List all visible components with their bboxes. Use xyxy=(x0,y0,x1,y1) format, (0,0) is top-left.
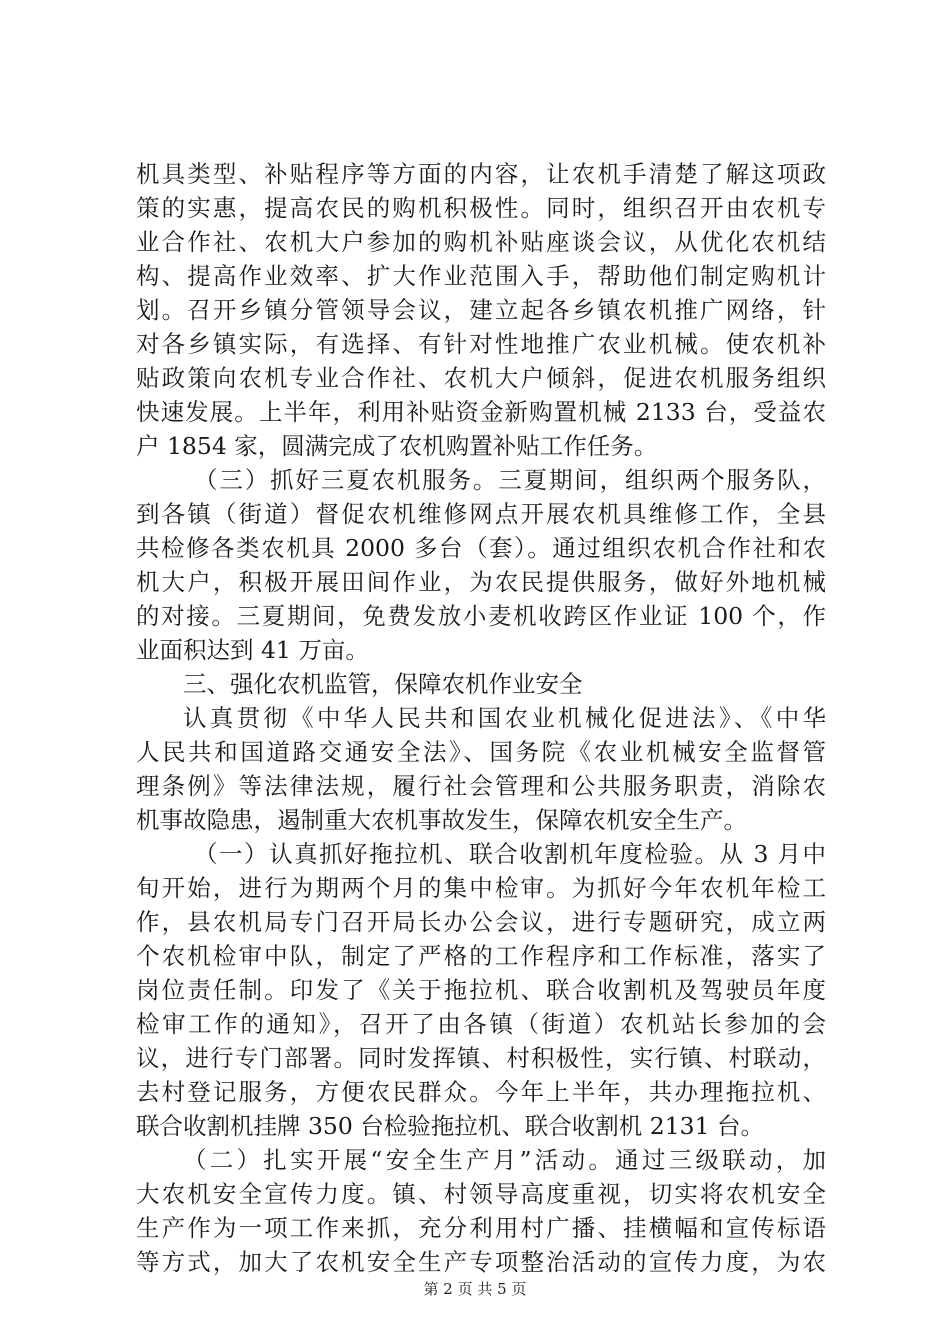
text-line: 策的实惠，提高农民的购机积极性。同时，组织召开由农机专 xyxy=(136,194,826,222)
page-number-label: 第 2 页 共 5 页 xyxy=(423,1280,527,1298)
text-line: 旬开始，进行为期两个月的集中检审。为抓好今年农机年检工 xyxy=(136,874,826,902)
text-line: 构、提高作业效率、扩大作业范围入手，帮助他们制定购机计 xyxy=(136,262,826,290)
text-line: 人民共和国道路交通安全法》、国务院《农业机械安全监督管 xyxy=(136,738,826,766)
text-line: 机事故隐患，遏制重大农机事故发生，保障农机安全生产。 xyxy=(136,806,747,834)
text-line: 生产作为一项工作来抓，充分利用村广播、挂横幅和宣传标语 xyxy=(136,1214,826,1242)
text-line: 业合作社、农机大户参加的购机补贴座谈会议，从优化农机结 xyxy=(136,228,826,256)
text-line: 议，进行专门部署。同时发挥镇、村积极性，实行镇、村联动， xyxy=(136,1044,826,1072)
text-line: 机大户，积极开展田间作业，为农民提供服务，做好外地机械 xyxy=(136,568,826,596)
text-line: 检审工作的通知》，召开了由各镇（街道）农机站长参加的会 xyxy=(136,1010,826,1038)
text-line: 岗位责任制。印发了《关于拖拉机、联合收割机及驾驶员年度 xyxy=(136,976,826,1004)
text-line: 的对接。三夏期间，免费发放小麦机收跨区作业证 100 个，作 xyxy=(136,602,826,630)
text-line: 等方式，加大了农机安全生产专项整治活动的宣传力度，为农 xyxy=(136,1248,826,1276)
text-line: 作，县农机局专门召开局长办公会议，进行专题研究，成立两 xyxy=(136,908,826,936)
text-line: 联合收割机挂牌 350 台检验拖拉机、联合收割机 2131 台。 xyxy=(136,1112,765,1140)
page-footer xyxy=(0,1278,950,1299)
text-line: 大农机安全宣传力度。镇、村领导高度重视，切实将农机安全 xyxy=(136,1180,826,1208)
text-line: 户 1854 家，圆满完成了农机购置补贴工作任务。 xyxy=(136,432,658,460)
text-line: 去村登记服务，方便农民群众。今年上半年，共办理拖拉机、 xyxy=(136,1078,826,1106)
paragraph-heading-line: （二）扎实开展“安全生产月”活动。通过三级联动，加 xyxy=(183,1146,826,1174)
text-line: 机具类型、补贴程序等方面的内容，让农机手清楚了解这项政 xyxy=(136,160,826,188)
paragraph-heading-line: （一）认真抓好拖拉机、联合收割机年度检验。从 3 月中 xyxy=(194,840,826,868)
document-body xyxy=(136,157,826,1279)
section-heading: 三、强化农机监管，保障农机作业安全 xyxy=(183,670,583,698)
text-line: 划。召开乡镇分管领导会议，建立起各乡镇农机推广网络，针 xyxy=(136,296,826,324)
text-line: 快速发展。上半年，利用补贴资金新购置机械 2133 台，受益农 xyxy=(136,398,826,426)
text-line: 贴政策向农机专业合作社、农机大户倾斜，促进农机服务组织 xyxy=(136,364,826,392)
text-line: 到各镇（街道）督促农机维修网点开展农机具维修工作，全县 xyxy=(136,500,826,528)
text-line: 理条例》等法律法规，履行社会管理和公共服务职责，消除农 xyxy=(136,772,826,800)
text-line: 业面积达到 41 万亩。 xyxy=(136,636,369,664)
text-line: 对各乡镇实际，有选择、有针对性地推广农业机械。使农机补 xyxy=(136,330,826,358)
text-line: 认真贯彻《中华人民共和国农业机械化促进法》、《中华 xyxy=(183,704,826,732)
text-line: 个农机检审中队，制定了严格的工作程序和工作标准，落实了 xyxy=(136,942,826,970)
paragraph-heading-line: （三）抓好三夏农机服务。三夏期间，组织两个服务队， xyxy=(194,466,826,494)
text-line: 共检修各类农机具 2000 多台（套）。通过组织农机合作社和农 xyxy=(136,534,826,562)
